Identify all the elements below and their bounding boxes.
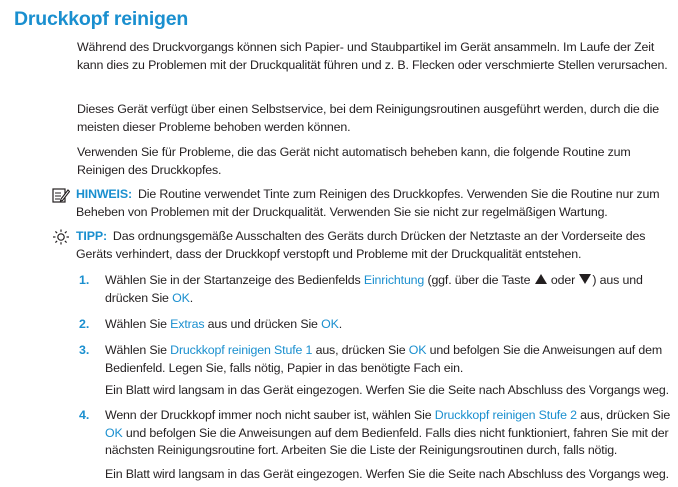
down-arrow-button-icon bbox=[578, 273, 592, 285]
step-result-text: Ein Blatt wird langsam in das Gerät eingezogen. Werfen Sie die Seite nach Abschluss des Vorgangs weg. bbox=[105, 467, 669, 481]
up-arrow-button-icon bbox=[534, 273, 548, 285]
tip-text: Das ordnungsgemäße Ausschalten des Geräts durch Drücken der Netztaste an der Vorderseite des Geräts verhindert, dass der Druckkopf verstopft und Probleme mit der Druckqualität entstehen. bbox=[76, 229, 646, 261]
step-text: Wenn der Druckkopf immer noch nicht sauber ist, wählen Sie Druckkopf reinigen Stufe 2 aus, drücken Sie OK und befolgen Sie die Anweisungen auf dem Bedienfeld. Falls dies nicht funktioniert, fahren Sie mit der nächsten Reinigungsroutine fort. Arbeiten Sie die Liste der Reinigungsroutinen durch, falls nötig. bbox=[105, 408, 671, 457]
step-result-text: Ein Blatt wird langsam in das Gerät eingezogen. Werfen Sie die Seite nach Abschluss des Vorgangs weg. bbox=[105, 383, 669, 397]
step-number: 1. bbox=[79, 273, 90, 287]
tip-block bbox=[52, 228, 674, 263]
intro-paragraph: Dieses Gerät verfügt über einen Selbstservice, bei dem Reinigungsroutinen ausgeführt werden, durch die die meisten dieser Probleme behoben werden können. bbox=[77, 102, 659, 134]
menu-link-stufe-2: Druckkopf reinigen Stufe 2 bbox=[434, 408, 577, 422]
tip-label: TIPP: bbox=[76, 229, 107, 243]
lightbulb-icon bbox=[52, 229, 70, 245]
step-number: 4. bbox=[79, 408, 90, 422]
ok-button-ref: OK bbox=[105, 425, 123, 440]
intro-paragraph: Verwenden Sie für Probleme, die das Gerät nicht automatisch beheben kann, die folgende Routine zum Reinigen des Druckkopfes. bbox=[77, 145, 631, 177]
note-block bbox=[52, 186, 674, 221]
step-text: Wählen Sie Druckkopf reinigen Stufe 1 aus, drücken Sie OK und befolgen Sie die Anweisungen auf dem Bedienfeld. Legen Sie, falls nötig, Papier in das benötigte Fach ein. bbox=[105, 343, 663, 375]
menu-link-extras: Extras bbox=[170, 317, 205, 331]
intro-paragraph: Während des Druckvorgangs können sich Papier- und Staubpartikel im Gerät ansammeln. Im Laufe der Zeit kann dies zu Problemen mit der Druckqualität führen und z. B. Flecken oder verschmierte Stellen verursachen. bbox=[77, 40, 668, 72]
ok-button-ref: OK bbox=[172, 290, 190, 305]
step-text: Wählen Sie in der Startanzeige des Bedienfelds Einrichtung (ggf. über die Taste oder ) aus und drücken Sie OK. bbox=[105, 273, 643, 305]
step-text: Wählen Sie Extras aus und drücken Sie OK. bbox=[105, 317, 342, 331]
step-number: 2. bbox=[79, 317, 90, 331]
note-label: HINWEIS: bbox=[76, 187, 132, 201]
note-text: Die Routine verwendet Tinte zum Reinigen des Druckkopfes. Verwenden Sie die Routine nur zum Beheben von Problemen mit der Druckqualität. Verwenden Sie sie nicht zur regelmäßigen Wartung. bbox=[76, 187, 660, 219]
menu-link-stufe-1: Druckkopf reinigen Stufe 1 bbox=[170, 343, 313, 357]
note-icon bbox=[52, 187, 70, 203]
page-title: Druckkopf reinigen bbox=[14, 8, 189, 30]
step-number: 3. bbox=[79, 343, 90, 357]
ok-button-ref: OK bbox=[408, 343, 427, 357]
menu-link-einrichtung: Einrichtung bbox=[363, 273, 425, 287]
ok-button-ref: OK bbox=[321, 317, 339, 331]
